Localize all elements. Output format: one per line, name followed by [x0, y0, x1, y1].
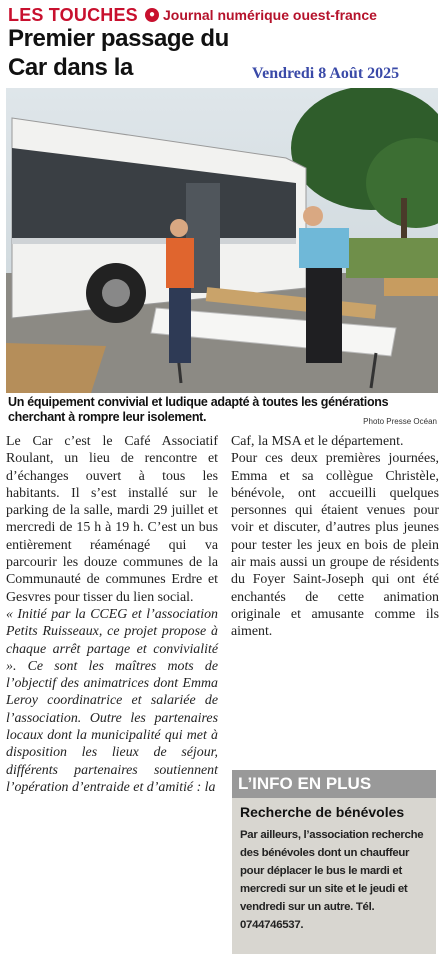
article-paragraph: Pour ces deux premières journées, Emma et sa collègue Christèle, bénévole, ont accueilli quelques personnes qui étaient venues pour voir et discuter, d’autres plus jeunes pour tester les jeux en bois de plein air mais aussi un groupe de résidents du Foyer Saint-Joseph qui ont été enchantés de cette animation originale et amusante comme ils aiment.	[231, 451, 439, 640]
info-box-heading: Recherche de bénévoles	[240, 804, 405, 820]
info-box	[232, 798, 436, 954]
photo-credit: Photo Presse Océan	[363, 417, 437, 426]
article-photo	[6, 88, 438, 393]
ouest-france-logo-icon: ●	[145, 8, 159, 22]
headline: Premier passage du Car dans la	[8, 25, 229, 81]
article-paragraph: Caf, la MSA et le département.	[231, 434, 404, 449]
section-label: LES TOUCHES	[8, 5, 138, 25]
info-box-body: Par ailleurs, l’association recherche des bénévoles dont un chauffeur pour déplacer le bus le mardi et mercredi sur un site et le jeudi et vendredi sur un autre. Tél. 0744746537.	[240, 829, 424, 931]
article-paragraph: Le Car c’est le Café Associatif Roulant, un lieu de rencontre et d’échanges ouvert à tous les habitants. Il s’est installé sur le parking de la salle, mardi 29 juillet et mercredi de 15 h à 19 h. C’est un bus entièrement réaménagé qui va parcourir les douze communes de la Communauté de communes Erdre et Gesvres pour tisser du lien social.	[6, 434, 218, 605]
article-column-2	[231, 433, 439, 641]
article-column-1	[6, 433, 218, 796]
info-box-title: L’INFO EN PLUS	[232, 770, 436, 798]
publication-date: Vendredi 8 Août 2025	[252, 65, 400, 82]
article-paragraph: « Initié par la CCEG et l’association Petits Ruisseaux, ce projet propose à chaque arrêt partage et convivialité ». Ce sont les maîtres mots de l’objectif des animatrices dont Emma Leroy coordinatrice et salariée de l’association. Outre les partenaires locaux dont la municipalité qui met à disposition les lieux de séjour, différents partenaires soutiennent l’opération d’entraide et d’amitié : la	[6, 606, 218, 795]
journal-name: Journal numérique ouest-france	[163, 7, 377, 23]
photo-caption: Un équipement convivial et ludique adapté à toutes les générations cherchant à rompre leur isolement.	[8, 395, 389, 424]
article-header	[6, 2, 442, 88]
